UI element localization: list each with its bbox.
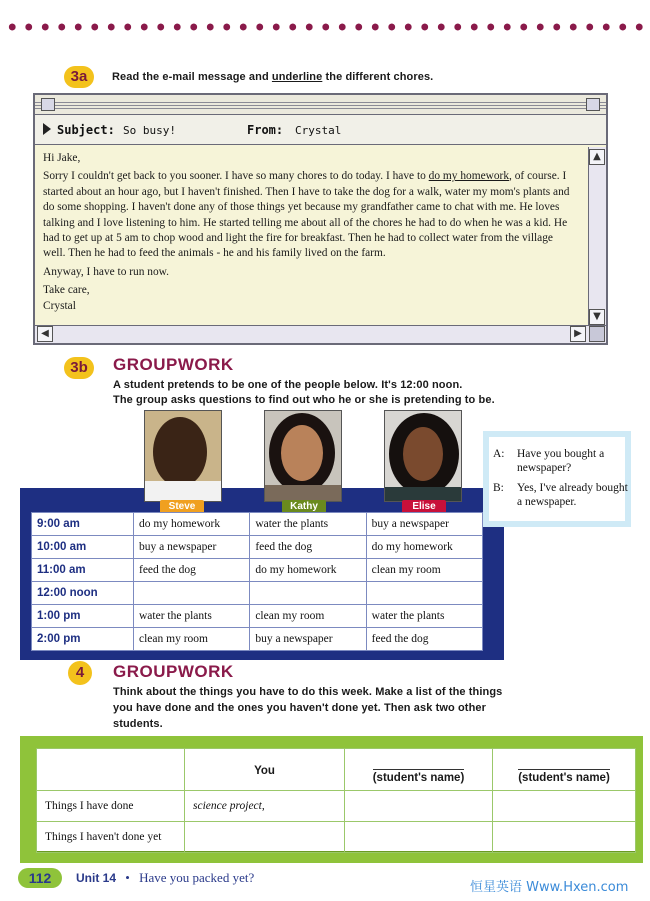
schedule-cell-steve: feed the dog [134, 559, 250, 582]
schedule-table [31, 512, 483, 651]
schedule-row [32, 605, 483, 628]
page-number: 112 [18, 868, 62, 888]
instruction-3b-line1: A student pretends to be one of the people below. It's 12:00 noon. [113, 379, 463, 391]
scroll-down-icon[interactable]: ▼ [589, 309, 605, 325]
schedule-cell-elise: water the plants [366, 605, 482, 628]
schedule-cell-kathy: buy a newspaper [250, 628, 366, 651]
schedule-cell-kathy: clean my room [250, 605, 366, 628]
elise-photo [384, 410, 462, 502]
schedule-cell-kathy [250, 582, 366, 605]
email-greeting: Hi Jake, [43, 152, 81, 164]
row-label-not-done: Things I haven't done yet [37, 822, 185, 853]
email-paragraph: Sorry I couldn't get back to you sooner. I have so many chores to do today. I have to do my homework, of course. I started about an hour ago, but I haven't finished. Then I have to take the dog for a walk, water my mom's plants and do some shopping. I haven't done any of those things yet because my grandfather came to chat with me. He loves talking and I love listening to him. He started telling me about all of the chores he had to do when he was a kid. He had to get up at 5 am to chop wood and light the fire for breakfast. Then he had to collect water from the village well. Then he had to feed the animals - he and his family lived on the farm. [43, 170, 570, 260]
schedule-cell-elise: do my homework [366, 536, 482, 559]
horizontal-scrollbar[interactable] [35, 325, 606, 343]
schedule-time: 9:00 am [32, 513, 134, 536]
zoom-box-icon[interactable] [586, 98, 600, 111]
cell-you-not-done[interactable] [185, 822, 345, 853]
name-tag-steve: Steve [160, 500, 204, 514]
footer-title: Unit 14 • Have you packed yet? [76, 870, 255, 885]
schedule-cell-elise: buy a newspaper [366, 513, 482, 536]
exercise-number-4: 4 [68, 661, 92, 685]
schedule-row [32, 536, 483, 559]
schedule-time: 10:00 am [32, 536, 134, 559]
scroll-right-icon[interactable]: ▶ [570, 326, 586, 342]
schedule-time: 1:00 pm [32, 605, 134, 628]
row-label-done: Things I have done [37, 791, 185, 822]
dialog-b-text: Yes, I've already bought a newspaper. [517, 482, 628, 508]
subject-value: So busy! [123, 124, 176, 137]
schedule-cell-kathy: do my homework [250, 559, 366, 582]
header-empty [37, 749, 185, 791]
close-box-icon[interactable] [41, 98, 55, 111]
things-to-do-table [36, 748, 636, 853]
groupwork-heading-3b: GROUPWORK [113, 355, 234, 374]
schedule-row [32, 582, 483, 605]
schedule-cell-steve: buy a newspaper [134, 536, 250, 559]
from-label: From: [247, 123, 284, 137]
exercise-number-3b: 3b [64, 357, 94, 379]
dotted-border [4, 22, 646, 32]
instruction-3b-line2: The group asks questions to find out who he or she is pretending to be. [113, 394, 495, 406]
name-tag-kathy: Kathy [282, 500, 326, 514]
dialog-a-text: Have you bought a newspaper? [517, 448, 605, 474]
email-body [43, 151, 578, 317]
kathy-photo [264, 410, 342, 502]
header-you: You [185, 749, 345, 791]
schedule-row [32, 628, 483, 651]
email-paragraph-2: Anyway, I have to run now. [43, 265, 170, 278]
schedule-time: 11:00 am [32, 559, 134, 582]
schedule-row [32, 559, 483, 582]
name-tag-elise: Elise [402, 500, 446, 514]
instruction-4-line3: students. [113, 718, 163, 730]
schedule-cell-steve [134, 582, 250, 605]
resize-grip-icon[interactable] [589, 326, 605, 342]
schedule-row [32, 513, 483, 536]
header-student-1: (student's name) [345, 749, 493, 791]
schedule-cell-kathy: water the plants [250, 513, 366, 536]
dialog-box [483, 431, 631, 527]
dialog-a-label: A: [493, 448, 505, 460]
instruction-4-line2: you have done and the ones you haven't done yet. Then ask two other [113, 702, 486, 714]
instruction-3a: Read the e-mail message and underline the different chores. [112, 71, 434, 83]
watermark: 恒星英语 Www.Hxen.com [470, 880, 629, 895]
schedule-cell-elise: feed the dog [366, 628, 482, 651]
email-header [35, 115, 606, 145]
email-window [33, 93, 608, 345]
schedule-time: 2:00 pm [32, 628, 134, 651]
schedule-cell-steve: water the plants [134, 605, 250, 628]
from-value: Crystal [295, 124, 342, 137]
cell-student1-done[interactable] [345, 791, 493, 822]
schedule-cell-elise [366, 582, 482, 605]
header-student-2: (student's name) [493, 749, 636, 791]
subject-label: Subject: [57, 123, 115, 137]
groupwork-heading-4: GROUPWORK [113, 662, 234, 681]
dialog-b-label: B: [493, 482, 504, 494]
disclosure-triangle-icon[interactable] [43, 123, 51, 135]
instruction-4-line1: Think about the things you have to do this week. Make a list of the things [113, 686, 503, 698]
exercise-number-3a: 3a [64, 66, 94, 88]
window-titlebar[interactable] [35, 95, 606, 115]
cell-student2-not-done[interactable] [493, 822, 636, 853]
schedule-time: 12:00 noon [32, 582, 134, 605]
cell-student2-done[interactable] [493, 791, 636, 822]
email-signature: Crystal [43, 299, 76, 312]
schedule-cell-steve: do my homework [134, 513, 250, 536]
cell-you-done[interactable]: science project, [185, 791, 345, 822]
scroll-left-icon[interactable]: ◀ [37, 326, 53, 342]
schedule-cell-steve: clean my room [134, 628, 250, 651]
scroll-up-icon[interactable]: ▲ [589, 149, 605, 165]
email-closing: Take care, [43, 284, 90, 297]
schedule-cell-kathy: feed the dog [250, 536, 366, 559]
schedule-cell-elise: clean my room [366, 559, 482, 582]
steve-photo [144, 410, 222, 502]
cell-student1-not-done[interactable] [345, 822, 493, 853]
vertical-scrollbar[interactable] [588, 147, 606, 327]
